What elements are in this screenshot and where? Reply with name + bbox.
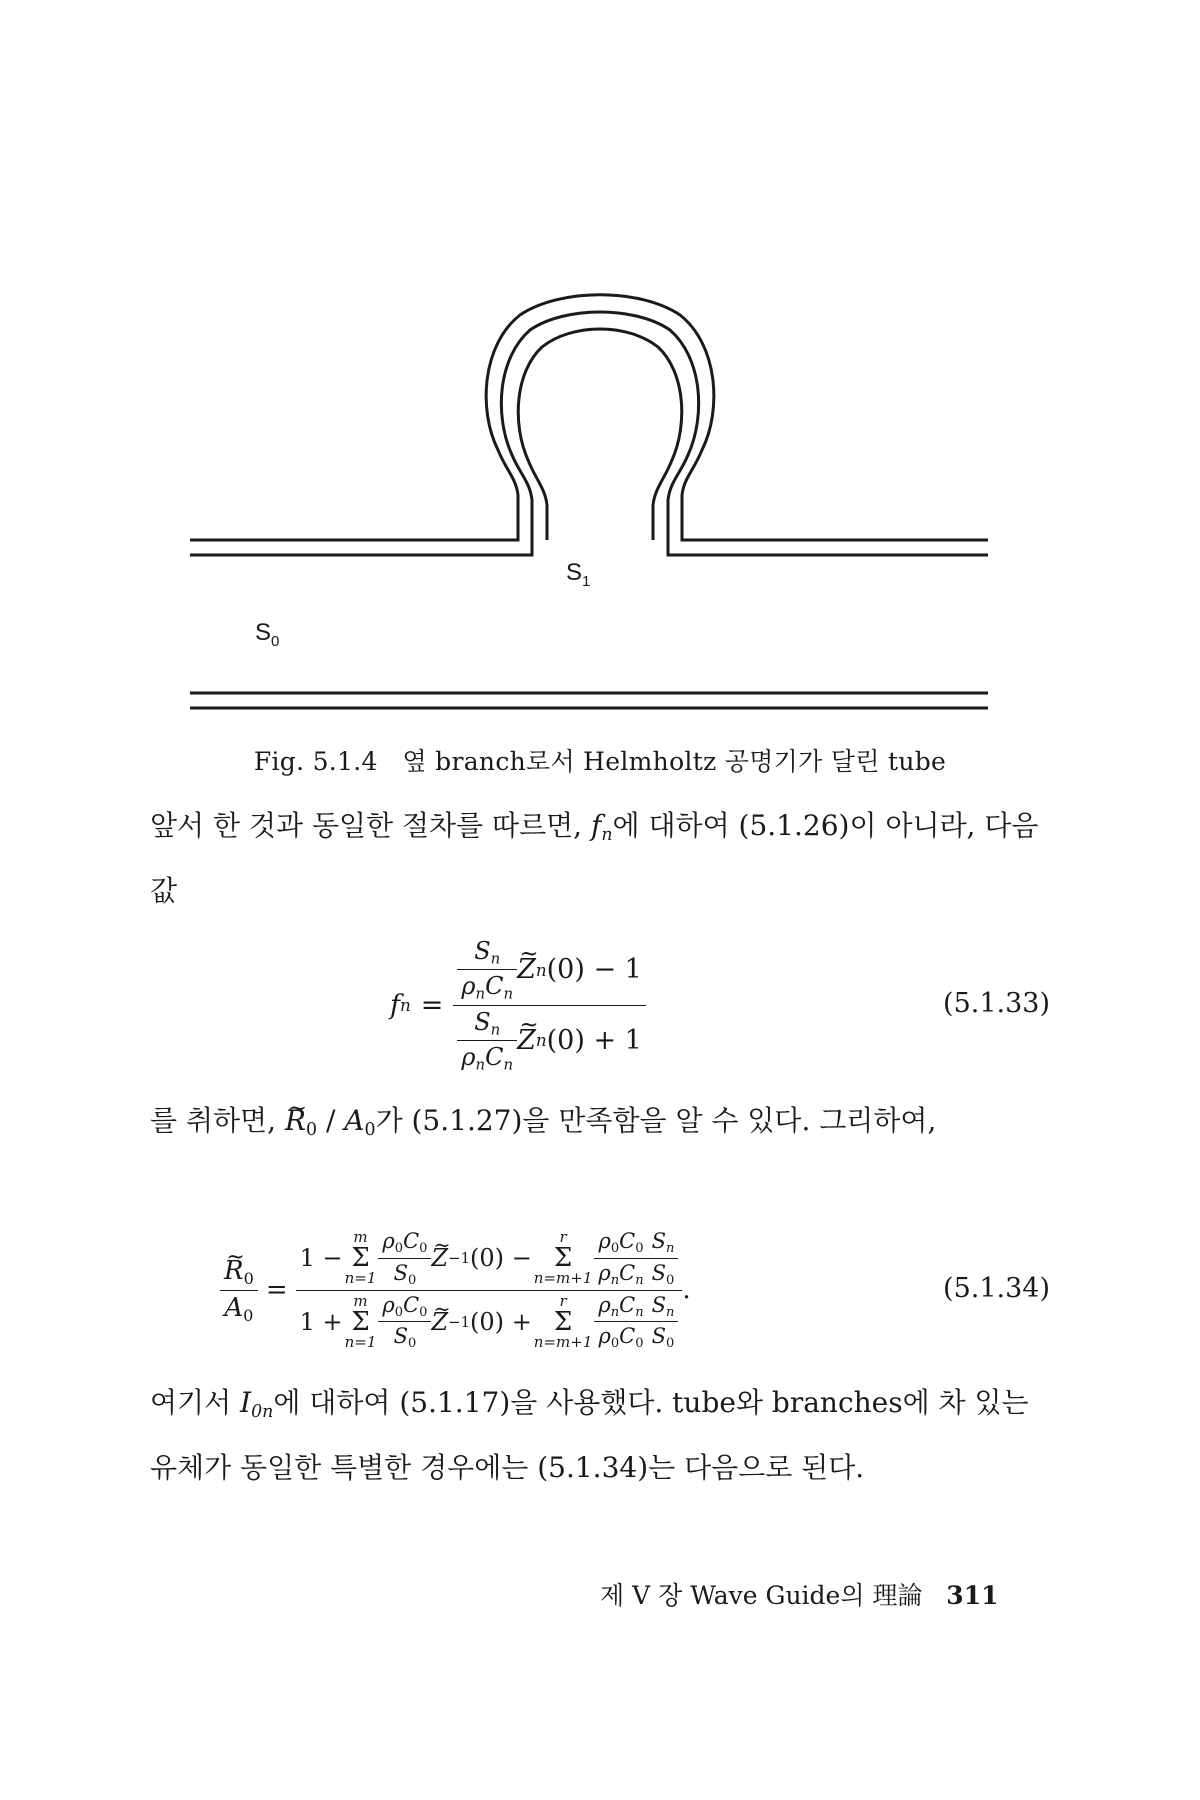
tube-upper-wall-left-outer	[190, 295, 988, 540]
paragraph-2: 를 취하면, ~ $R_0 / A_0$가 (5.1.27)을 만족함을 알 수 있다. 그리하여,	[150, 1093, 1050, 1158]
paragraph-1: 앞서 한 것과 동일한 절차를 따르면, $f_n$에 대하여 (5.1.26)이 아니라, 다음 값	[150, 809, 1039, 908]
equation-5-1-33: f n = $\frac{S_n}{\rho_nC_n}$ ~ Z n (0) − 1 $\frac{S_n}{\rho_nC_n}$ ~ Z n (0) + 1 (5.1.33)	[150, 930, 1050, 1080]
label-s1: $S_1$	[566, 559, 591, 590]
figure-caption-text: 옆 branch로서 Helmholtz 공명기가 달린 tube	[402, 747, 947, 776]
tube-upper-wall-inner	[190, 312, 988, 555]
page-footer	[600, 1576, 998, 1612]
figure-number: Fig. 5.1.4	[253, 747, 378, 776]
equation-number-5-1-34: (5.1.34)	[943, 1273, 1050, 1304]
eq2-lhs-fraction: ~ $\frac{R_0}{A_0}$	[220, 1256, 258, 1325]
figure-caption	[0, 742, 1200, 778]
eq2-main-fraction: 1 − m Σ n=1 $\frac{\rho_0C_0}{S_0}$ ~ Z −1 (0) − r Σ n=m+1 $\frac{\rho_0C_0}{\rho_nC_n}$ $\frac{S_n}{S_0}$ 1 + m Σ n=1 $\frac{\rho_0C_0}{S_0}$ ~ Z −1 (0) + r Σ n=m+1 $\frac{\rho_nC_n}{\rho_0C_0}$ $\frac{S_n}{S_0}$	[296, 1229, 683, 1352]
paragraph-3: 여기서 $I_{0n}$에 대하여 (5.1.17)을 사용했다. tube와 branches에 차 있는 유체가 동일한 특별한 경우에는 (5.1.34)는 다음으로 된다.	[150, 1386, 1029, 1485]
resonator-cavity	[518, 329, 682, 540]
page-number: 311	[946, 1581, 999, 1610]
helmholtz-tube-figure	[0, 0, 1200, 730]
label-s0: $S_0$	[255, 619, 280, 650]
equation-number-5-1-33: (5.1.33)	[943, 988, 1050, 1019]
running-header: 제 Ⅴ 장 Wave Guide의 理論	[600, 1581, 923, 1610]
equation-5-1-34: ~ $\frac{R_0}{A_0}$ = 1 − m Σ n=1 $\frac{\rho_0C_0}{S_0}$ ~ Z −1 (0) − r Σ n=m+1 $\frac{\rho_0C_0}{\rho_nC_n}$ $\frac{S_n}{S_0}$ 1 + m Σ n=1 $\frac{\rho_0C_0}{S_0}$ ~ Z −1 (0) + r Σ n=m+1 $\frac{\rho_nC_n}{\rho_0C_0}$ $\frac{S_n}{S_0}$ . (5.1.34)	[150, 1215, 1050, 1365]
eq1-main-fraction: $\frac{S_n}{\rho_nC_n}$ ~ Z n (0) − 1 $\frac{S_n}{\rho_nC_n}$ ~ Z n (0) + 1	[453, 937, 645, 1074]
